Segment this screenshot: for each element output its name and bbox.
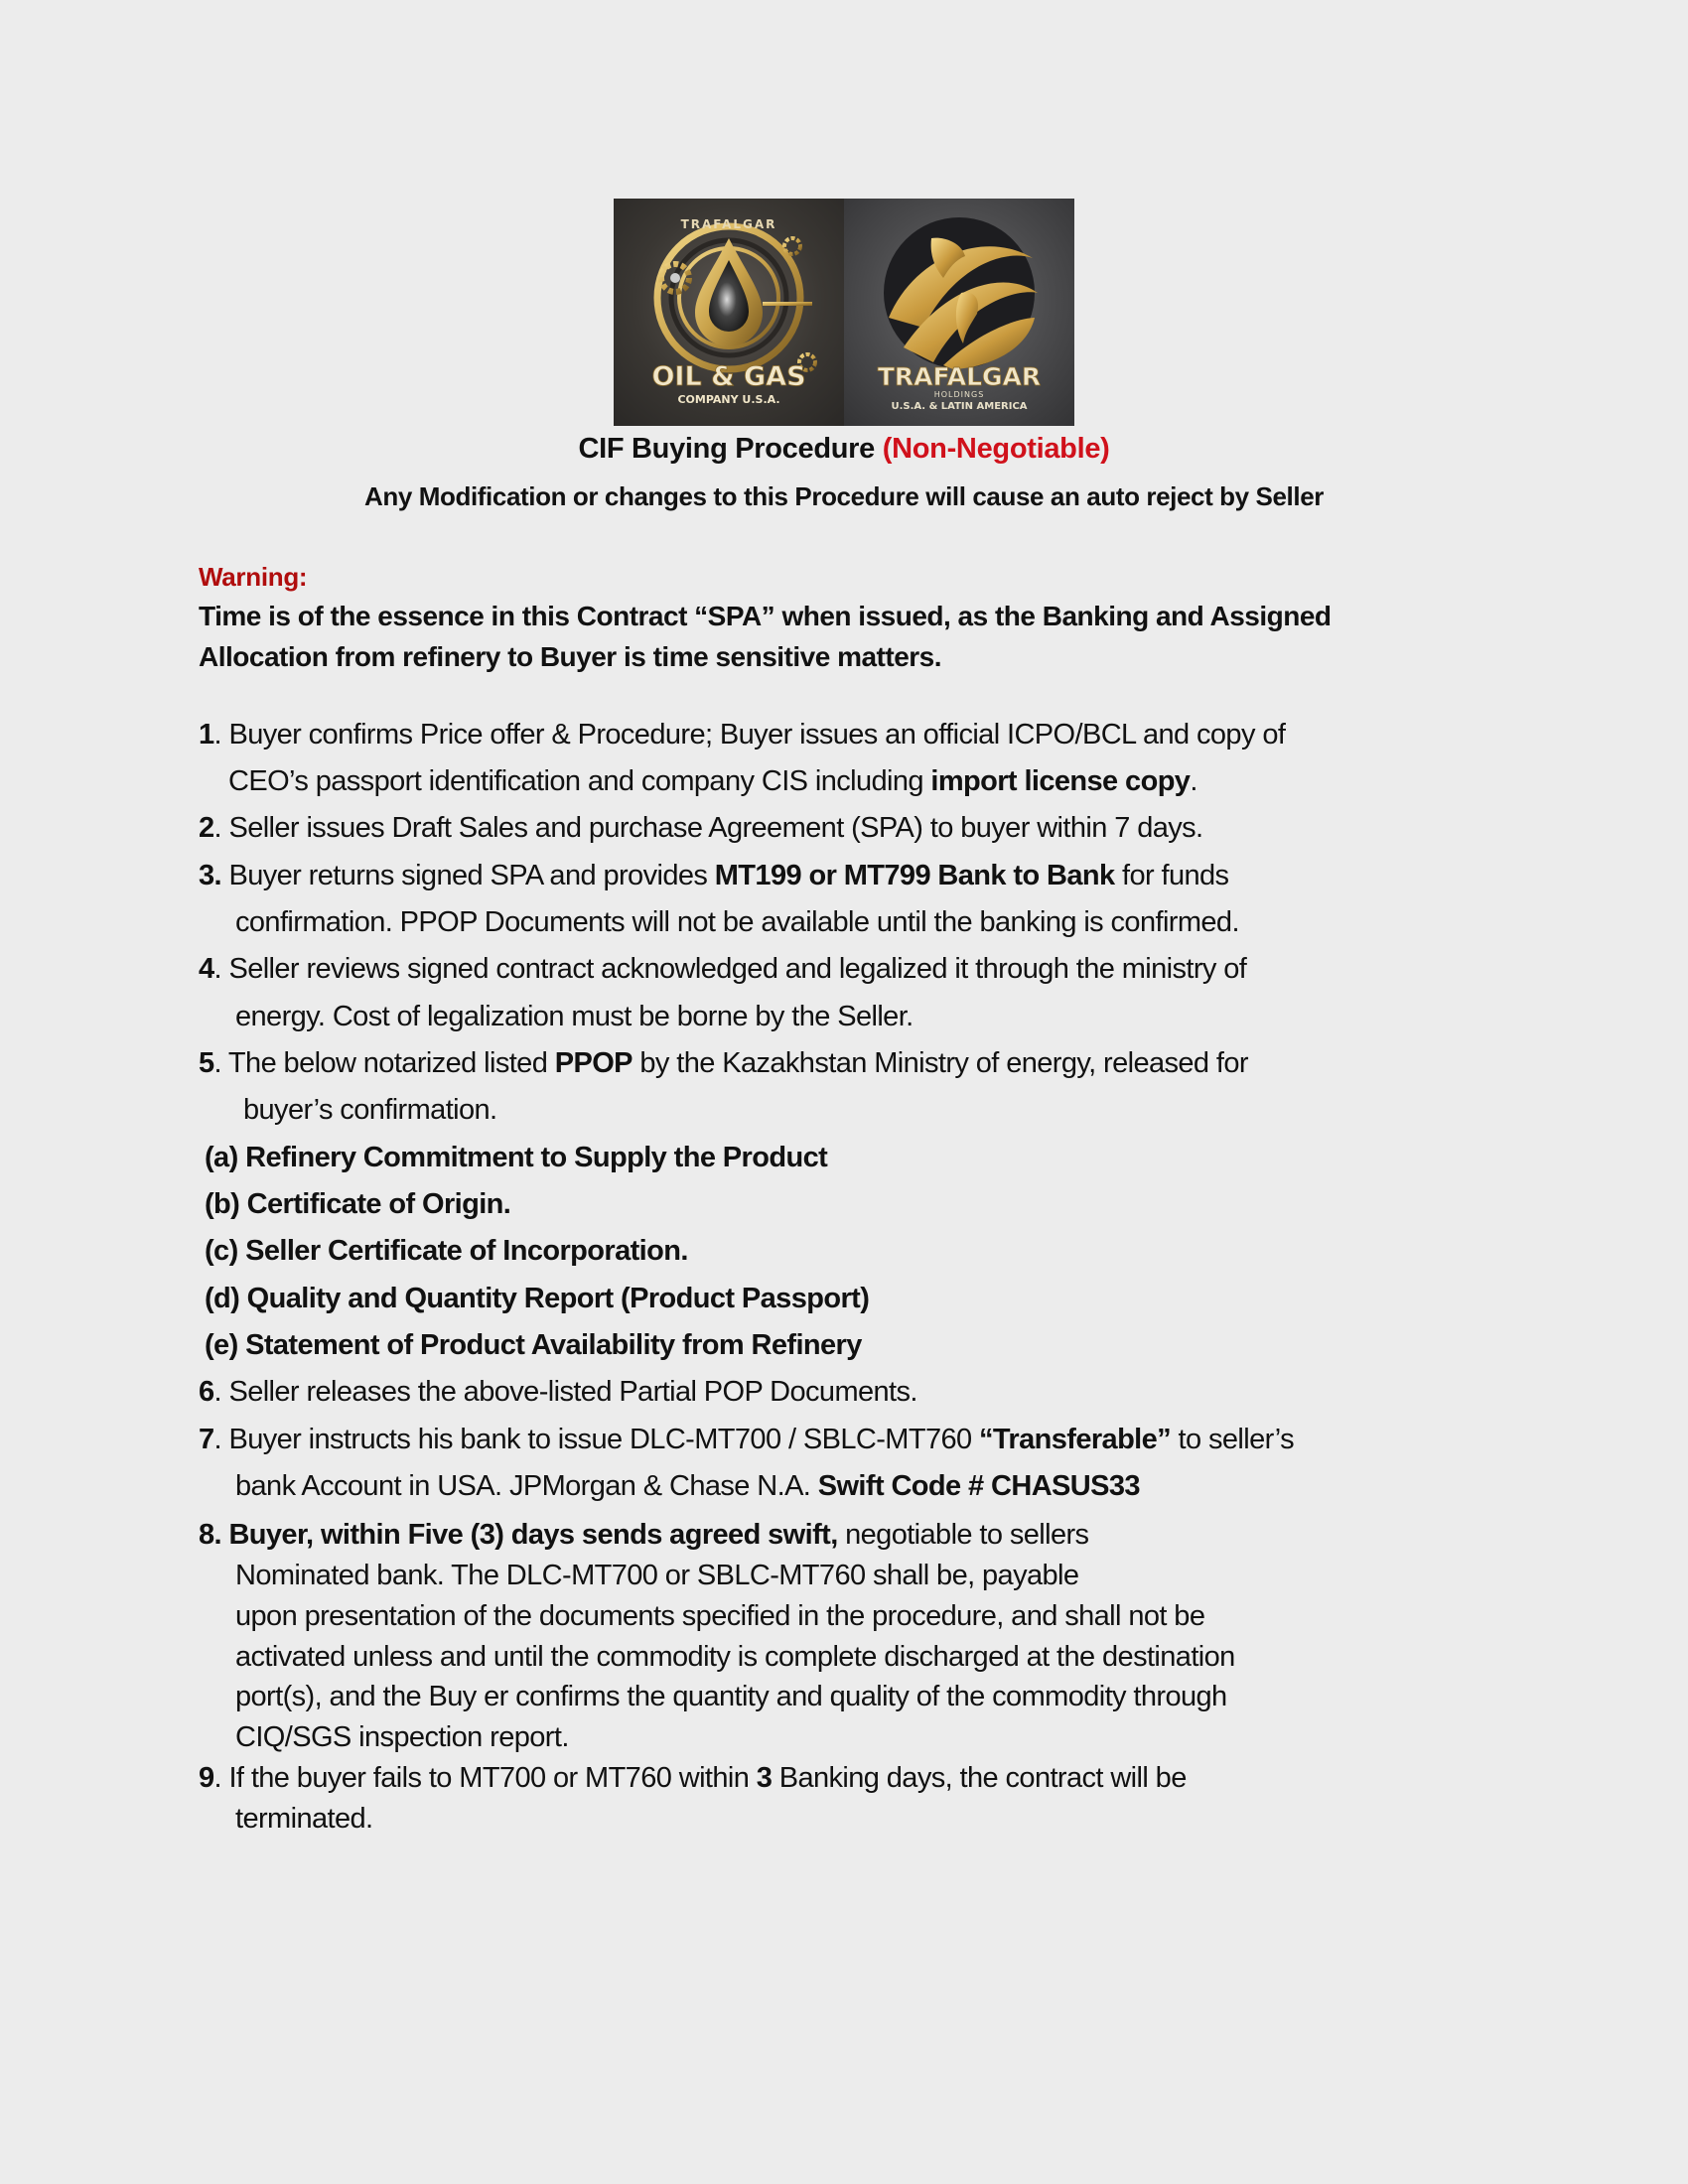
logo-region-text: U.S.A. & LATIN AMERICA xyxy=(891,401,1028,412)
step-number: 1 xyxy=(199,719,214,751)
page-title xyxy=(0,433,1688,466)
step-text: Buyer returns signed SPA and provides xyxy=(221,860,715,891)
step-6-line-1 xyxy=(199,1376,917,1409)
step-emphasis: MT199 or MT799 Bank to Bank xyxy=(714,860,1115,891)
step-text: . Seller releases the above-listed Partial POP Documents. xyxy=(213,1376,917,1408)
step-text: . Seller reviews signed contract acknowledged and legalized it through the ministry of xyxy=(213,953,1247,985)
trafalgar-holdings-logo xyxy=(844,199,1074,426)
step-number: 4 xyxy=(199,953,214,985)
ppop-item-a: (a) Refinery Commitment to Supply the Product xyxy=(205,1142,828,1173)
step-number: 2 xyxy=(199,812,214,844)
warning-label: Warning: xyxy=(199,562,308,592)
step-emphasis: 8. Buyer, within Five (3) days sends agreed swift, xyxy=(199,1519,838,1551)
step-text: . xyxy=(1190,765,1197,797)
step-5-line-2: buyer’s confirmation. xyxy=(243,1094,497,1126)
ppop-item-c: (c) Seller Certificate of Incorporation. xyxy=(205,1235,688,1267)
step-5-line-1 xyxy=(199,1047,1248,1080)
step-number: 7 xyxy=(199,1424,214,1455)
step-2-line-1 xyxy=(199,812,1203,845)
ppop-item-e: (e) Statement of Product Availability from Refinery xyxy=(205,1329,862,1361)
step-emphasis: “Transferable” xyxy=(979,1424,1172,1455)
title-accent: (Non-Negotiable) xyxy=(882,433,1110,465)
swift-code: Swift Code # CHASUS33 xyxy=(817,1470,1140,1502)
step-8-line-3: upon presentation of the documents specified in the procedure, and shall not be xyxy=(235,1600,1205,1632)
step-text: negotiable to sellers xyxy=(837,1519,1089,1551)
step-number: 3. xyxy=(199,860,221,891)
step-emphasis: PPOP xyxy=(554,1047,633,1079)
step-8-line-4: activated unless and until the commodity is complete discharged at the destination xyxy=(235,1641,1235,1673)
oil-gas-logo xyxy=(614,199,844,426)
warning-text: Time is of the essence in this Contract “SPA” when issued, as the Banking and Assigned Allocation from refinery to Buyer is time sensitive matters. xyxy=(199,601,1332,672)
step-8-line-1 xyxy=(199,1519,1088,1552)
step-number: 5 xyxy=(199,1047,214,1079)
oil-drop-emblem-icon xyxy=(614,199,844,426)
step-9-line-2: terminated. xyxy=(235,1803,373,1835)
step-number: 6 xyxy=(199,1376,214,1408)
step-7-line-1 xyxy=(199,1424,1294,1456)
step-text: . Seller issues Draft Sales and purchase Agreement (SPA) to buyer within 7 days. xyxy=(213,812,1203,844)
ppop-item-b: (b) Certificate of Origin. xyxy=(205,1188,511,1220)
step-text: . Buyer instructs his bank to issue DLC-MT700 / SBLC-MT760 xyxy=(213,1424,979,1455)
step-3-line-2: confirmation. PPOP Documents will not be available until the banking is confirmed. xyxy=(235,906,1239,938)
title-main: CIF Buying Procedure xyxy=(578,433,883,465)
step-text: Banking days, the contract will be xyxy=(772,1762,1187,1794)
step-4-line-1 xyxy=(199,953,1246,986)
logo-main-text: OIL & GAS xyxy=(651,361,806,392)
step-7-line-2 xyxy=(235,1470,1140,1503)
step-text: for funds xyxy=(1114,860,1229,891)
step-emphasis: import license copy xyxy=(930,765,1191,797)
step-text: . Buyer confirms Price offer & Procedure; Buyer issues an official ICPO/BCL and copy of xyxy=(213,719,1286,751)
step-text: . If the buyer fails to MT700 or MT760 within xyxy=(213,1762,757,1794)
step-3-line-1 xyxy=(199,860,1228,892)
step-emphasis: 3 xyxy=(756,1762,773,1794)
step-8-line-5: port(s), and the Buy er confirms the quantity and quality of the commodity through xyxy=(235,1681,1227,1712)
logo-main-text: TRAFALGAR xyxy=(877,362,1042,391)
step-1-line-1 xyxy=(199,719,1285,751)
step-number: 9 xyxy=(199,1762,214,1794)
step-8-line-6: CIQ/SGS inspection report. xyxy=(235,1721,569,1753)
step-9-line-1 xyxy=(199,1762,1187,1795)
company-logos xyxy=(614,199,1074,426)
ppop-item-d: (d) Quality and Quantity Report (Product Passport) xyxy=(205,1283,870,1314)
step-8-line-2: Nominated bank. The DLC-MT700 or SBLC-MT760 shall be, payable xyxy=(235,1560,1079,1591)
step-text: . The below notarized listed xyxy=(213,1047,555,1079)
step-text: to seller’s xyxy=(1171,1424,1294,1455)
page-subtitle: Any Modification or changes to this Procedure will cause an auto reject by Seller xyxy=(364,481,1324,511)
logo-sub-text: HOLDINGS xyxy=(933,390,985,399)
step-1-line-2 xyxy=(228,765,1197,798)
step-text: by the Kazakhstan Ministry of energy, released for xyxy=(632,1047,1248,1079)
step-text: CEO’s passport identification and company CIS including xyxy=(228,765,931,797)
step-text: bank Account in USA. JPMorgan & Chase N.A. xyxy=(235,1470,818,1502)
logo-arc-text: TRAFALGAR xyxy=(680,217,777,231)
logo-sub-text: COMPANY U.S.A. xyxy=(677,393,780,406)
step-4-line-2: energy. Cost of legalization must be borne by the Seller. xyxy=(235,1001,914,1032)
globe-emblem-icon xyxy=(844,199,1074,426)
